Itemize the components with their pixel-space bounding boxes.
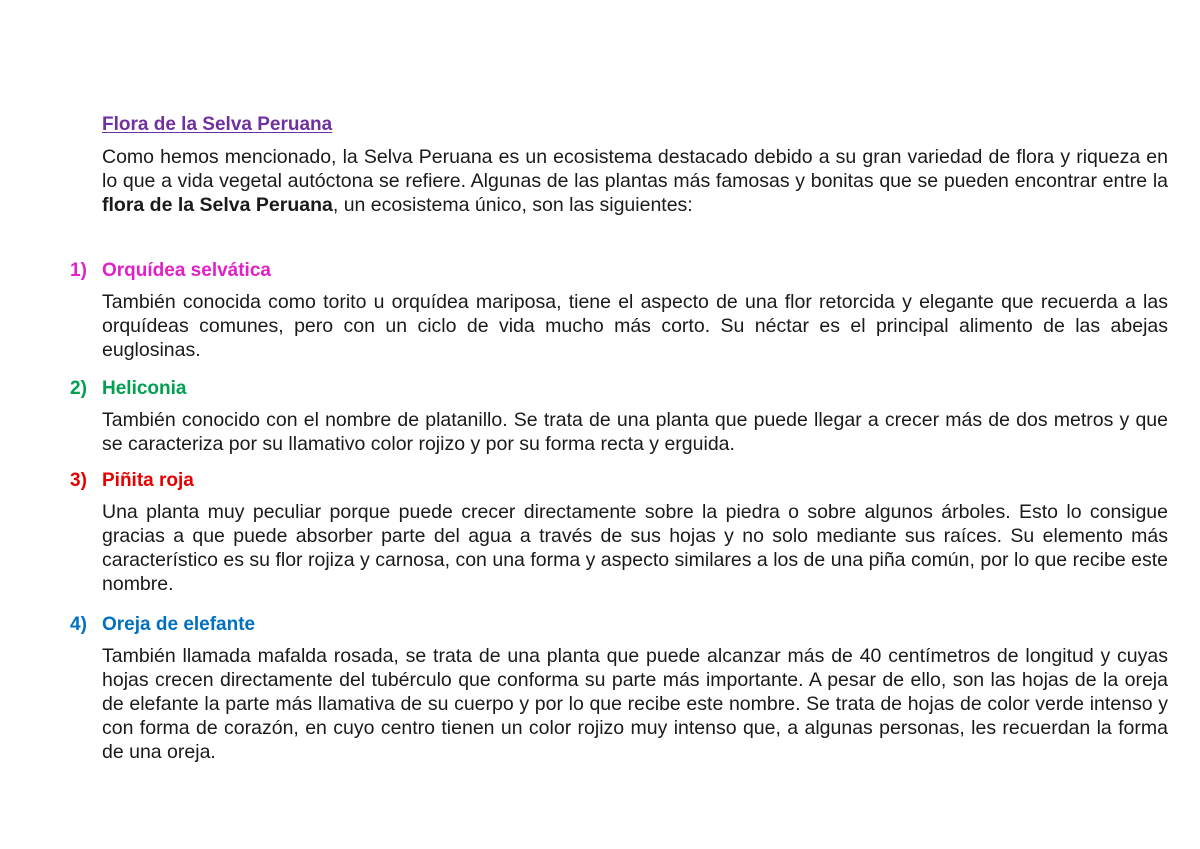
section-title: Piñita roja — [102, 470, 194, 491]
intro-text-start: Como hemos mencionado, la Selva Peruana es un ecosistema destacado debido a su gran variedad de flora y riqueza en lo que a vida vegetal autóctona se refiere. Algunas de las plantas más famosas y bonitas que se pueden encontrar entre la — [102, 146, 1168, 192]
section-title: Orquídea selvática — [102, 260, 271, 281]
intro-bold-text: flora de la Selva Peruana — [102, 194, 333, 216]
section-heading-oreja — [70, 614, 255, 636]
section-text-oreja: También llamada mafalda rosada, se trata de una planta que puede alcanzar más de 40 centímetros de longitud y cuyas hojas crecen directamente del tubérculo que conforma su parte más importante. A pesar de ello, son las hojas de la oreja de elefante la parte más llamativa de su cuerpo y por lo que recibe este nombre. Se trata de hojas de color verde intenso y con forma de corazón, en cuyo centro tienen un color rojizo muy intenso que, a algunas personas, les recuerdan la forma de una oreja. — [102, 645, 1168, 763]
section-heading-pinita — [70, 470, 194, 492]
page-title: Flora de la Selva Peruana — [102, 114, 333, 135]
section-text-heliconia: También conocido con el nombre de platanillo. Se trata de una planta que puede llegar a crecer más de dos metros y que se caracteriza por su llamativo color rojizo y por su forma recta y erguida. — [102, 409, 1168, 455]
section-heading-heliconia — [70, 378, 186, 400]
section-heading-orquidea — [70, 260, 271, 282]
section-text-pinita: Una planta muy peculiar porque puede crecer directamente sobre la piedra o sobre algunos árboles. Esto lo consigue gracias a que puede absorber parte del agua a través de sus hojas y no solo mediante sus raíces. Su elemento más característico es su flor rojiza y carnosa, con una forma y aspecto similares a los de una piña común, por lo que recibe este nombre. — [102, 501, 1168, 595]
section-title: Oreja de elefante — [102, 614, 256, 635]
section-number: 1) — [70, 260, 87, 281]
section-title: Heliconia — [102, 378, 187, 399]
section-text-orquidea: También conocida como torito u orquídea mariposa, tiene el aspecto de una flor retorcida y elegante que recuerda a las orquídeas comunes, pero con un ciclo de vida mucho más corto. Su néctar es el principal alimento de las abejas euglosinas. — [102, 291, 1168, 361]
section-number: 2) — [70, 378, 87, 399]
section-number: 4) — [70, 614, 87, 635]
intro-text-end: , un ecosistema único, son las siguientes: — [332, 194, 693, 216]
intro-paragraph — [102, 145, 1168, 217]
section-number: 3) — [70, 470, 87, 491]
